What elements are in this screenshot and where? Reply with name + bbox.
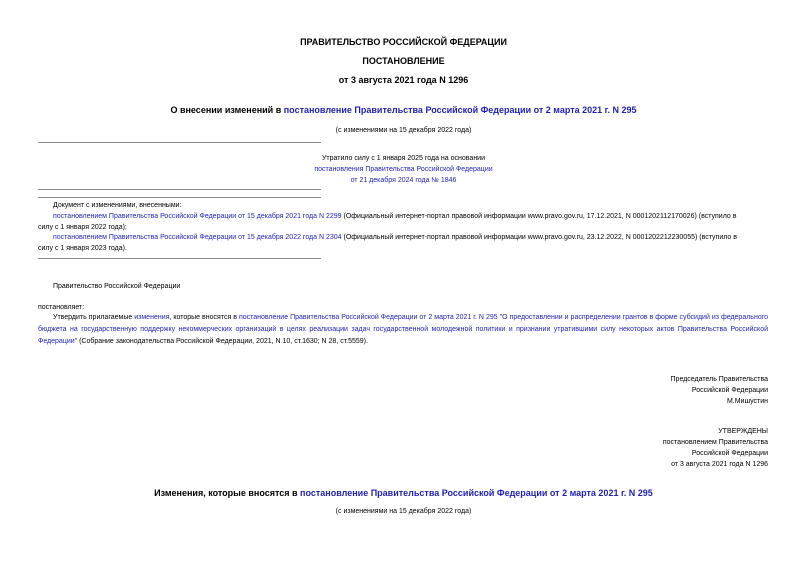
resolution-295-link[interactable]: постановление Правительства Российской Федерации от 2 марта 2021 г. N 295 "О предоставлении и распределении грантов в форме субсидий из федерального бюджета на государственную поддержку некоммерческих организаций в целях реализации задач государственной молодежной политики и признании утратившими силу некоторых актов Правительства Российской Федерации" <box>38 314 769 345</box>
expiry-link-line1[interactable]: постановления Правительства Российской Федерации <box>314 166 493 173</box>
title-prefix: О внесении изменений в <box>170 105 284 115</box>
government-heading: ПРАВИТЕЛЬСТВО РОССИЙСКОЙ ФЕДЕРАЦИИ <box>300 37 507 47</box>
change-source-2299: (Официальный интернет-портал правовой информации www.pravo.gov.ru, 17.12.2021, N 0001202112170026) (вступило в <box>341 213 737 220</box>
changes-link[interactable]: изменения <box>134 314 170 321</box>
expiry-note: Утратило силу с 1 января 2025 года на основании <box>321 155 486 162</box>
change-link-2299[interactable]: постановлением Правительства Российской Федерации от 15 декабря 2021 года N 2299 <box>53 213 342 220</box>
expiry-link-line2[interactable]: от 21 декабря 2024 года № 1846 <box>350 177 457 184</box>
document-type: ПОСТАНОВЛЕНИЕ <box>362 56 445 66</box>
signature-org: Российской Федерации <box>691 387 768 394</box>
signature-name: М.Мишустин <box>726 398 768 405</box>
approved-org: Российской Федерации <box>691 450 768 457</box>
amended-note: (с изменениями на 15 декабря 2022 года) <box>335 127 472 134</box>
changes-item-2-continuation: силу с 1 января 2023 года). <box>38 245 127 252</box>
title-link[interactable]: постановление Правительства Российской Федерации от 2 марта 2021 г. N 295 <box>283 105 637 115</box>
paragraph-start: Утвердить прилагаемые <box>53 314 135 321</box>
signature-position: Председатель Правительства <box>670 376 768 383</box>
changes-title-link[interactable]: постановление Правительства Российской Федерации от 2 марта 2021 г. N 295 <box>300 488 653 498</box>
divider <box>38 258 321 259</box>
document-date-number: от 3 августа 2021 года N 1296 <box>338 75 469 85</box>
paragraph-end: (Собрание законодательства Российской Федерации, 2021, N 10, ст.1630; N 28, ст.5559). <box>77 338 368 345</box>
government-body: Правительство Российской Федерации <box>53 283 181 290</box>
divider <box>38 197 321 198</box>
approved-label: УТВЕРЖДЕНЫ <box>718 428 768 435</box>
changes-item-2 <box>53 232 773 244</box>
changes-title-prefix: Изменения, которые вносятся в <box>154 488 301 498</box>
changes-amended-note: (с изменениями на 15 декабря 2022 года) <box>335 508 472 515</box>
decrees-word: постановляет: <box>38 304 85 311</box>
divider <box>38 189 321 190</box>
divider <box>38 142 321 143</box>
decree-paragraph <box>38 312 768 348</box>
document-title <box>0 105 807 115</box>
changes-title <box>0 488 807 498</box>
change-source-2304: (Официальный интернет-портал правовой информации www.pravo.gov.ru, 23.12.2022, N 0001202212230055) (вступило в <box>341 234 737 241</box>
approved-date: от 3 августа 2021 года N 1296 <box>671 461 768 468</box>
changes-item-1 <box>53 211 773 223</box>
changes-item-1-continuation: силу с 1 января 2022 года); <box>38 224 127 231</box>
change-link-2304[interactable]: постановлением Правительства Российской Федерации от 15 декабря 2022 года N 2304 <box>53 234 342 241</box>
paragraph-middle: , которые вносятся в <box>169 314 239 321</box>
approved-by: постановлением Правительства <box>662 439 768 446</box>
changes-heading: Документ с изменениями, внесенными: <box>53 202 182 209</box>
